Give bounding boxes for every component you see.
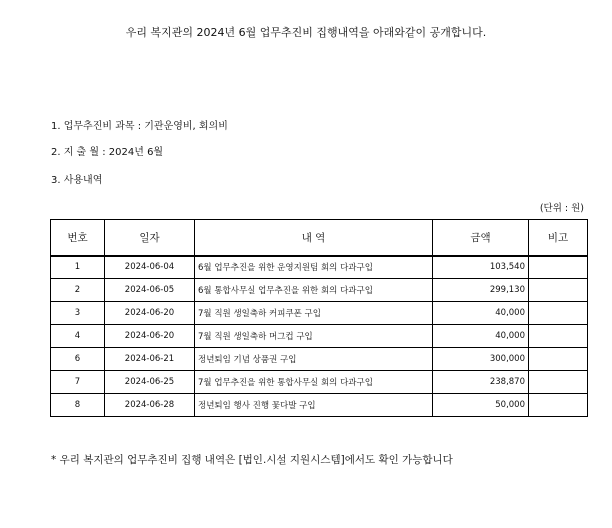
cell-description: 7월 직원 생일축하 머그컵 구입: [195, 325, 433, 348]
cell-date: 2024-06-20: [105, 302, 195, 325]
cell-no: 4: [51, 325, 105, 348]
table-row: [51, 394, 588, 417]
cell-amount: 40,000: [433, 325, 529, 348]
table-row: [51, 348, 588, 371]
cell-description: 7월 직원 생일축하 커피쿠폰 구입: [195, 302, 433, 325]
cell-amount: 40,000: [433, 302, 529, 325]
cell-description: 7월 업무추진을 위한 통합사무실 회의 다과구입: [195, 371, 433, 394]
cell-note: [529, 325, 588, 348]
expense-table: [50, 219, 588, 417]
cell-no: 7: [51, 371, 105, 394]
cell-date: 2024-06-20: [105, 325, 195, 348]
table-row: [51, 256, 588, 279]
cell-date: 2024-06-28: [105, 394, 195, 417]
table-row: [51, 302, 588, 325]
header-amount: 금액: [433, 220, 529, 256]
cell-amount: 299,130: [433, 279, 529, 302]
header-description: 내 역: [195, 220, 433, 256]
cell-date: 2024-06-04: [105, 256, 195, 279]
table-row: [51, 279, 588, 302]
usage-heading: 3. 사용내역: [51, 175, 103, 186]
unit-label: (단위 : 원): [539, 203, 584, 214]
cell-date: 2024-06-25: [105, 371, 195, 394]
cell-date: 2024-06-05: [105, 279, 195, 302]
document-title: 우리 복지관의 2024년 6월 업무추진비 집행내역을 아래와같이 공개합니다.: [125, 26, 487, 39]
table-row: [51, 371, 588, 394]
footnote: * 우리 복지관의 업무추진비 집행 내역은 [법인.시설 지원시스템]에서도 확인 가능합니다: [51, 454, 453, 466]
cell-description: 6월 업무추진을 위한 운영지원팀 회의 다과구입: [195, 256, 433, 279]
header-note: 비고: [529, 220, 588, 256]
header-no: 번호: [51, 220, 105, 256]
cell-amount: 103,540: [433, 256, 529, 279]
expense-month: 2. 지 출 월 : 2024년 6월: [51, 147, 164, 158]
cell-no: 1: [51, 256, 105, 279]
cell-note: [529, 394, 588, 417]
cell-note: [529, 348, 588, 371]
table-header-row: [51, 220, 588, 256]
cell-date: 2024-06-21: [105, 348, 195, 371]
cell-note: [529, 279, 588, 302]
cell-description: 정년퇴임 행사 진행 꽃다발 구입: [195, 394, 433, 417]
cell-description: 6월 통합사무실 업무추진을 위한 회의 다과구입: [195, 279, 433, 302]
cell-note: [529, 371, 588, 394]
table-row: [51, 325, 588, 348]
cell-no: 8: [51, 394, 105, 417]
cell-note: [529, 256, 588, 279]
cell-note: [529, 302, 588, 325]
cell-no: 3: [51, 302, 105, 325]
cell-amount: 50,000: [433, 394, 529, 417]
expense-category: 1. 업무추진비 과목 : 기관운영비, 회의비: [51, 121, 228, 132]
header-date: 일자: [105, 220, 195, 256]
cell-amount: 300,000: [433, 348, 529, 371]
cell-no: 2: [51, 279, 105, 302]
cell-no: 6: [51, 348, 105, 371]
cell-description: 정년퇴임 기념 상품권 구입: [195, 348, 433, 371]
cell-amount: 238,870: [433, 371, 529, 394]
